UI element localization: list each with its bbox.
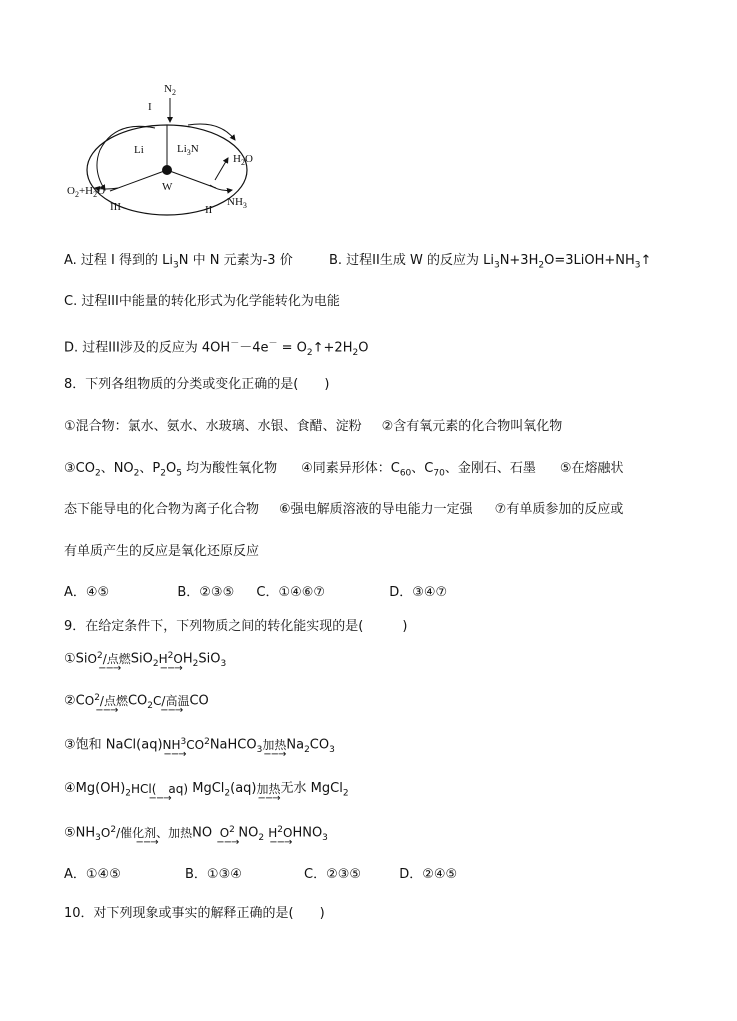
q9-reaction-4: $④Mg(OH)_2$ HCl( aq) −−→ MgCl$_2$(aq) 加热 −−→ 无水 MgCl$_2$ xyxy=(64,781,349,804)
q7-option-c: C. 过程III中能量的转化形式为化学能转化为电能 xyxy=(64,294,340,309)
q9-option-c: C．②③⑤ xyxy=(304,867,362,882)
q7-option-d: D. 过程III涉及的反应为 $4OH^--4e^- = O_2↑+2H_2O$ xyxy=(64,339,369,358)
q9-option-b: B．①③④ xyxy=(185,867,242,882)
q8-stem: 8．下列各组物质的分类或变化正确的是( ) xyxy=(64,377,330,392)
stage-2-label: II xyxy=(205,204,213,216)
stage-1-label: I xyxy=(148,101,152,113)
q9-stem: 9．在给定条件下，下列物质之间的转化能实现的是( ) xyxy=(64,619,408,634)
q9-reaction-5: $⑤NH_3$ $O^2/$催化剂、加热 −−→ NO $O^2$ −−→ $NO_2$ $H^2O$ −−→ $HNO_3$ xyxy=(64,825,328,848)
q9-option-d: D．②④⑤ xyxy=(399,867,458,882)
left-curve-arrow xyxy=(97,126,155,190)
o2-h2o-label: $O_2+H_2O$ xyxy=(67,185,106,199)
nh3-arrow xyxy=(210,185,232,190)
nh3-label: $NH_3$ xyxy=(227,196,247,210)
center-dot xyxy=(162,165,172,175)
divider-line-left xyxy=(110,170,167,191)
q8-option-a: A．④⑤ xyxy=(64,585,110,600)
q9-options xyxy=(64,866,457,884)
q9-reaction-1: ①Si $O^2/$点燃 −−→ SiO$_2$ $H^2O$ −−→ $H_2SiO_3$ xyxy=(64,651,227,674)
q8-options xyxy=(64,584,447,602)
electrochemical-cycle-diagram xyxy=(60,80,280,220)
q8-line-3: 态下能导电的化合物为离子化合物 ⑥强电解质溶液的导电能力一定强 ⑦有单质参加的反应或 xyxy=(64,502,624,517)
q7-options-ab xyxy=(64,252,651,275)
q9-option-a: A．①④⑤ xyxy=(64,867,121,882)
divider-line-right xyxy=(167,170,216,188)
stage-3-label: III xyxy=(110,201,121,213)
li3n-label: $Li_3N$ xyxy=(177,143,199,157)
q8-option-c: C．①④⑥⑦ xyxy=(256,585,326,600)
n2-label: $N_2$ xyxy=(164,83,176,97)
q9-reaction-3: ③饱和 NaCl(aq) $NH^3$ −−→ $CO^2$ NaHCO$_3$ 加热 −−→ $Na_2CO_3$ xyxy=(64,737,335,760)
q7-option-a: A. 过程 I 得到的 $Li_3N$ 中 N 元素为-3 价 xyxy=(64,253,293,271)
w-label: W xyxy=(162,181,173,193)
h2o-arrow xyxy=(215,158,228,180)
q8-line-4: 有单质产生的反应是氧化还原反应 xyxy=(64,544,260,559)
q7-option-b: B. 过程II生成 W 的反应为 $Li_3N+3H_2O=3LiOH+NH_3↑$ xyxy=(328,253,652,271)
q8-line-2: $③CO_2$、$NO_2$、$P_2O_5$ 均为酸性氧化物 ④同素异形体：$C_{60}$、$C_{70}$、金刚石、石墨 ⑤在熔融状 xyxy=(64,461,624,479)
q8-line-1: ①混合物：氯水、氨水、水玻璃、水银、食醋、淀粉 ②含有氧元素的化合物叫氧化物 xyxy=(64,419,563,434)
q9-reaction-2: ②C $O^2/$点燃 −−→ $CO_2$ C/高温 −−→ CO xyxy=(64,693,209,716)
q8-option-b: B．②③⑤ xyxy=(177,585,235,600)
li-label: Li xyxy=(134,144,144,156)
h2o-label: $H_2O$ xyxy=(233,153,253,167)
q8-option-d: D．③④⑦ xyxy=(389,585,448,600)
q10-stem: 10．对下列现象或事实的解释正确的是( ) xyxy=(64,906,325,921)
